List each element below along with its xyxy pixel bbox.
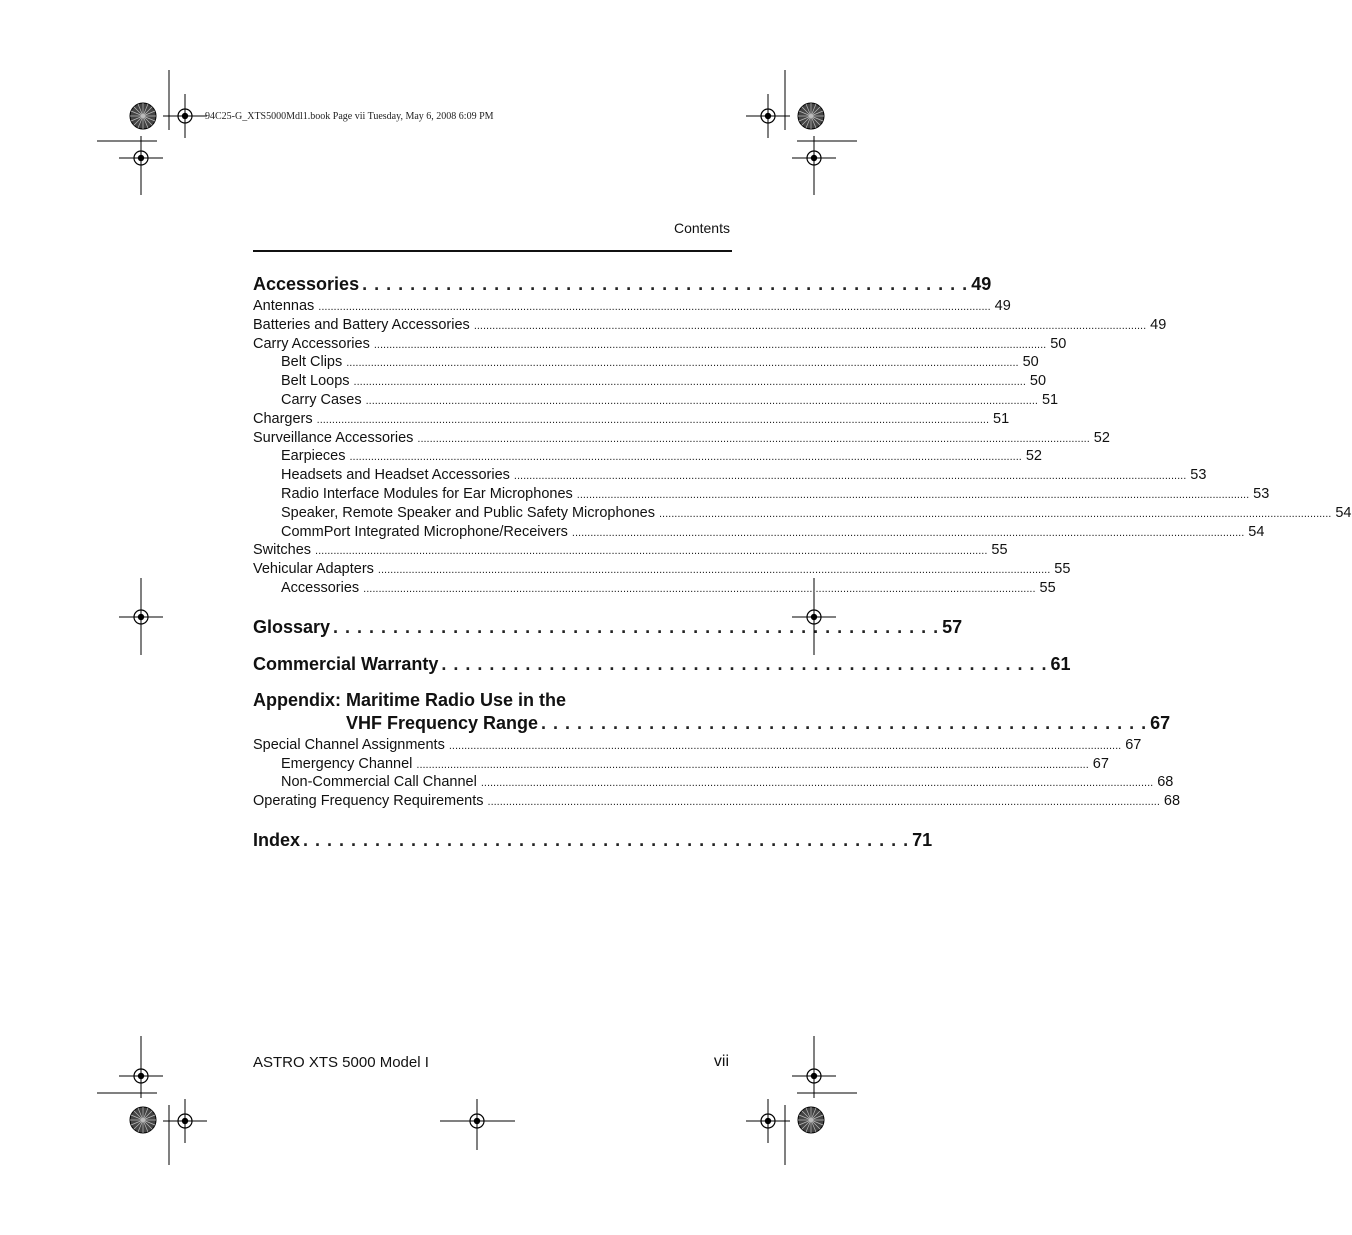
dot-leader: ............................................................................................................................................................................................................................ [480,777,1154,790]
accessories-entries [253,297,1352,598]
toc-chapter-commercial-warranty[interactable] [253,652,1071,677]
toc-page-number: 67 [1125,736,1142,753]
toc-page-number: 51 [993,410,1010,427]
toc-entry-label: Carry Cases [281,391,362,408]
toc-entry-label: Switches [253,542,312,559]
toc-entry[interactable] [253,560,1071,579]
dot-leader: ............................................................................................................................................................................................................................ [316,413,989,426]
toc-entry[interactable] [253,297,1011,316]
toc-entry[interactable] [253,792,1181,811]
header-rule [253,250,732,252]
toc-page-number: 67 [1092,755,1109,772]
color-target-icon [130,103,156,129]
dot-leader: ............................................................................................................................................................................................................................ [416,758,1089,771]
toc-chapter-label: Commercial Warranty [253,653,439,674]
crosshair-icon [163,1099,207,1143]
dot-leader: ............................................................................................................................................................................................................................ [363,582,1036,595]
dot-leader: ............................................................................................................................................................................................................................ [487,796,1160,809]
toc-page-number: 49 [971,274,992,294]
toc-entry[interactable] [253,466,1207,485]
toc-chapter-index[interactable] [253,828,933,853]
toc-entry-label: Antennas [253,298,315,314]
dot-leader: ............................................................................................................................................................................................................................ [417,432,1090,445]
dot-leader: ............................................................................................................................................................................................................................ [448,739,1122,752]
toc-chapter-glossary[interactable] [253,615,963,640]
crosshair-icon [792,1054,836,1098]
toc-page-number: 54 [1248,523,1265,540]
toc-page-number: 49 [994,298,1011,314]
dot-leader: ............................................................................................................................................................................................................................ [365,394,1038,407]
book-slug-line: 94C25-G_XTS5000Mdl1.book Page vii Tuesday, May 6, 2008 6:09 PM [205,111,494,122]
toc-page-number: 53 [1253,485,1270,502]
toc-page-number: 52 [1025,448,1042,465]
toc-entry-label: Special Channel Assignments [253,736,445,753]
toc-entry[interactable] [253,736,1142,755]
toc-entry-label: Accessories [281,579,360,596]
crosshair-icon [792,136,836,180]
toc-entry[interactable] [253,353,1039,372]
dot-leader: . . . . . . . . . . . . . . . . . . . . . . . . . . . . . . . . . . . . . . . . . . . . . . . . . . . [303,829,910,850]
toc-entry-label: Batteries and Battery Accessories [253,316,470,333]
toc-entry[interactable] [253,755,1109,774]
toc-page-number: 49 [1150,316,1167,333]
dot-leader: ............................................................................................................................................................................................................................ [659,507,1332,520]
dot-leader: . . . . . . . . . . . . . . . . . . . . . . . . . . . . . . . . . . . . . . . . . . . . . . . . . . . [541,712,1148,733]
toc-page-number: 68 [1157,774,1174,791]
footer-page-number: vii [713,1053,729,1070]
toc-entry[interactable] [253,410,1010,429]
crosshair-icon [119,136,163,180]
toc-page-number: 55 [1039,579,1056,596]
dot-leader: ............................................................................................................................................................................................................................ [353,376,1026,389]
appendix-entries [253,736,1181,811]
toc-entry[interactable] [253,504,1352,523]
table-of-contents [253,272,1352,853]
footer-title: ASTRO XTS 5000 Model I [253,1054,429,1071]
crosshair-icon [746,1099,790,1143]
toc-page-number: 57 [942,616,963,637]
toc-chapter-label: Glossary [253,616,331,637]
toc-chapter-appendix[interactable] [253,711,1171,736]
toc-entry-label: Vehicular Adapters [253,561,374,578]
dot-leader: ............................................................................................................................................................................................................................ [473,319,1147,332]
toc-page-number: 52 [1093,429,1110,446]
toc-entry-label: Belt Clips [281,354,343,371]
toc-page-number: 68 [1163,793,1181,810]
toc-page-number: 53 [1190,467,1207,484]
toc-page-number: 54 [1335,504,1352,521]
toc-entry[interactable] [253,485,1270,504]
dot-leader: . . . . . . . . . . . . . . . . . . . . . . . . . . . . . . . . . . . . . . . . . . . . . . . . . . . [333,616,940,637]
toc-entry-label: Radio Interface Modules for Ear Microphones [281,485,573,502]
toc-page-number: 50 [1029,373,1047,390]
toc-page-number: 50 [1050,335,1067,352]
toc-entry[interactable] [253,773,1174,792]
toc-page-number: 51 [1041,391,1059,408]
toc-entry-label: Chargers [253,410,313,427]
dot-leader: ............................................................................................................................................................................................................................ [315,545,988,558]
toc-entry-label: Operating Frequency Requirements [253,793,484,810]
toc-entry-label: Headsets and Headset Accessories [281,467,510,484]
toc-page-number: 50 [1022,354,1039,371]
toc-entry[interactable] [253,523,1265,542]
toc-entry[interactable] [253,579,1056,598]
toc-entry[interactable] [253,372,1047,391]
toc-entry[interactable] [253,447,1042,466]
toc-entry[interactable] [253,391,1059,410]
dot-leader: . . . . . . . . . . . . . . . . . . . . . . . . . . . . . . . . . . . . . . . . . . . . . . . . . . . [362,274,969,294]
toc-chapter-label: Accessories [253,274,360,294]
toc-page-number: 61 [1050,653,1071,674]
toc-entry-label: Carry Accessories [253,335,370,352]
crosshair-icon [746,94,790,138]
toc-chapter-label: VHF Frequency Range [346,712,539,733]
toc-entry-label: Non-Commercial Call Channel [281,774,477,791]
toc-page-number: 55 [991,542,1008,559]
dot-leader: ............................................................................................................................................................................................................................ [349,451,1022,464]
color-target-icon [798,103,824,129]
dot-leader: ............................................................................................................................................................................................................................ [346,357,1019,370]
toc-entry-label: Emergency Channel [281,755,413,772]
toc-page-number: 55 [1054,561,1071,578]
toc-chapter-label: Index [253,829,301,850]
dot-leader: ............................................................................................................................................................................................................................ [576,488,1250,501]
dot-leader: ............................................................................................................................................................................................................................ [318,301,991,313]
toc-chapter-accessories[interactable] [253,272,992,297]
crosshair-icon [119,1054,163,1098]
crosshair-icon [163,94,207,138]
toc-entry-label: CommPort Integrated Microphone/Receivers [281,523,568,540]
toc-entry-label: Belt Loops [281,373,350,390]
toc-chapter-appendix-line1[interactable]: Appendix: Maritime Radio Use in the [253,689,567,710]
toc-entry-label: Surveillance Accessories [253,429,414,446]
toc-entry-label: Earpieces [281,448,346,465]
dot-leader: ............................................................................................................................................................................................................................ [377,564,1051,577]
toc-page-number: 71 [912,829,933,850]
toc-entry-label: Speaker, Remote Speaker and Public Safety Microphones [281,504,655,521]
toc-entry[interactable] [253,335,1067,354]
dot-leader: ............................................................................................................................................................................................................................ [571,526,1245,539]
toc-entry[interactable] [253,316,1167,335]
toc-entry[interactable] [253,541,1008,560]
running-head: Contents [673,220,730,236]
toc-entry[interactable] [253,429,1110,448]
toc-page-number: 67 [1150,712,1171,733]
dot-leader: . . . . . . . . . . . . . . . . . . . . . . . . . . . . . . . . . . . . . . . . . . . . . . . . . . . [441,653,1048,674]
color-target-icon [798,1107,824,1133]
color-target-icon [130,1107,156,1133]
dot-leader: ............................................................................................................................................................................................................................ [513,470,1187,483]
dot-leader: ............................................................................................................................................................................................................................ [373,338,1047,351]
